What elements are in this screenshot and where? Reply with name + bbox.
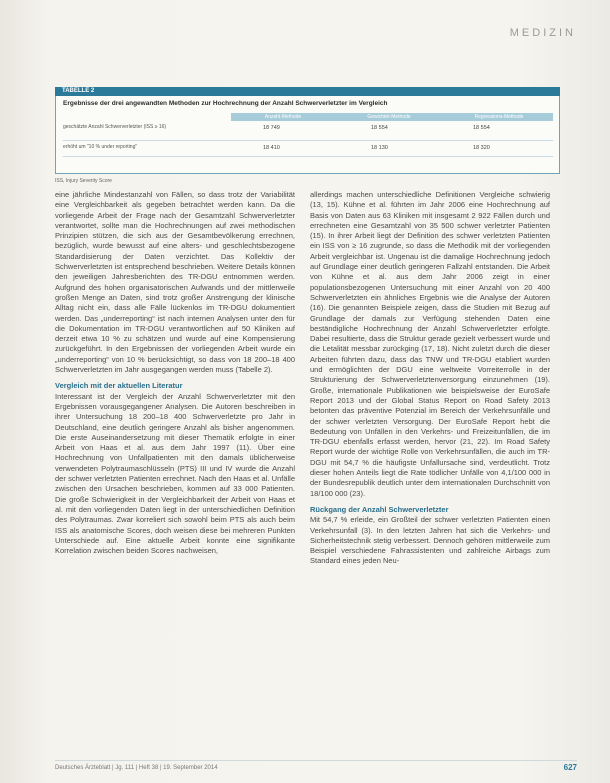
row-label: erhöht um "10 % under reporting": [63, 144, 138, 150]
table-tag-label: TABELLE 2: [62, 88, 95, 94]
table-header: [231, 113, 553, 121]
data-table: [55, 87, 560, 174]
table-cell: 18 410: [263, 145, 280, 151]
body-paragraph: eine jährliche Mindestanzahl von Fällen, so dass trotz der Variabilität eine Vergleichbarkeit als gegeben betrachtet werden kann. Da die vorliegende Arbeit der Frage nach der Gesamtzahl Schwerverletzter verantwortet, sollte man die Hochrechnungen auf zwei methodischen Prinzipien stützen, die sich aus der Gesamtbevölkerung errechnen, bezüglich, wurde bewusst auf eine alters- und geschlechtsbezogene Standardisierung der Daten verzichtet. Das Kollektiv der Schwerverletzten ist entsprechend beschrieben. Weitere Details können den jeweiligen Jahresberichten des TR-DGU entnommen werden. Aufgrund des hohen organisatorischen Aufwands und der mittlerweile großen Menge an Daten, sind trotz großer Anstrengung der klinische Alltag nicht ein, dass alle Fälle lückenlos im TR-DGU dokumentiert werden. Das „underreporting“ ist nach internen Analysen unter den für die Dokumentation im TR-DGU verantwortlichen auf 50 Kliniken auf derzeit etwa 10 % zu schätzen und wurde auf eine Kompensierung zurückgeführt. In den Ergebnissen der vorliegenden Arbeit wurde ein „underreporting“ von 10 % berücksichtigt, so dass von 18 200–18 400 Schwerverletzten im Jahr ausgegangen werden muss (Tabelle 2).: [55, 190, 295, 375]
column-header: Regressions-Methode: [474, 114, 524, 120]
section-heading: Rückgang der Anzahl Schwerverletzter: [310, 504, 449, 514]
right-column: [310, 190, 550, 567]
table-row: [63, 122, 553, 141]
table-cell: 18 749: [263, 125, 280, 131]
table-row: [63, 142, 553, 157]
column-header: Gewichtet-Methode: [367, 114, 411, 120]
column-header: Anzahl-Methode: [264, 114, 302, 120]
table-cell: 18 554: [371, 125, 388, 131]
body-paragraph: Mit 54,7 % erleide, ein Großteil der schwer verletzten Patienten einen Verkehrsunfall (3). In den letzten Jahren hat sich die Verkehrs- und Sicherheitstechnik stetig verbessert. Dennoch gehören mittlerweile zum Beispiel verschiedene Fahrassistenten und zahlreiche Airbags zum Standard eines jeden Neu-: [310, 515, 550, 566]
table-cell: 18 554: [473, 125, 490, 131]
page-number: 627: [563, 763, 577, 772]
section-heading: Vergleich mit der aktuellen Literatur: [55, 381, 183, 391]
left-column: [55, 190, 295, 556]
table-tag: [55, 87, 560, 96]
body-paragraph: allerdings machen unterschiedliche Definitionen Vergleiche schwierig (13, 15). Kühne et al. führten im Jahr 2006 eine Hochrechnung auf Basis von Daten aus 63 Kliniken mit insgesamt 2 922 Fällen durch und errechneten eine Gesamtzahl von 35 500 schwer verletzter Patienten (15). In ihrer Arbeit liegt der Definition des schwer verletzten Patienten ein ISS von ≥ 16 zugrunde, so dass die Methodik mit der vorliegenden Arbeit vergleichbar ist. Ungenau ist die damalige Hochrechnung jedoch auf Grundlage einer deutlich geringeren Fallzahl entstanden. Die Arbeit von Kühne et al. aus dem Jahr 2006 zeigt in einer populationsbezogenen Untersuchung mit einer Anzahl von 20 400 Schwerverletzten ein ähnliches Ergebnis wie die Analyse der Autoren (16). Die genannten Beispiele zeigen, dass die Studien mit Bezug auf Grundlage der damals zur Verfügung stehenden Daten eine beständigliche Hochrechnung der Anzahl Schwerverletzter erfolgte. Dabei resultierte, dass die Struktur gerade gezielt verbessert wurde und die Letalität messbar zurückging (17, 18). Nicht zuletzt durch die dieser Arbeiten führten dazu, dass das TNW und TR-DGU etabliert wurden und ermöglichten der DGU eine weltweite Vorreiterrolle in der Strukturierung der Schwerverletztenversorgung einzunehmen (19). Große, internationale Publikationen wie beispielsweise der EuroSafe Report 2013 und der Global Status Report on Road Safety 2013 betonten das präventive Potenzial im Bereich der Verkehrsunfälle und der schwer verletzten Versorgung. Der EuroSafe Report hebt die Bedeutung von Unfällen in den Verkehrs- und Freizeitunfällen, die im TR-DGU ebenfalls erfasst werden, hervor (21, 22). Im Road Safety Report wurde der wichtige Rolle von Verkehrsunfällen, die auch im TR-DGU mit 54,7 % die häufigste Unfallursache sind, verdeutlicht. Trotz dieser hohen Anteils liegt die Rate tödlicher Unfälle von 4,1/100 000 in der Bundesrepublik deutlich unter dem internationalen Durchschnitt von 18/100 000 (23).: [310, 190, 550, 498]
journal-citation: Deutsches Ärzteblatt | Jg. 111 | Heft 38 | 19. September 2014: [55, 765, 218, 771]
footer-divider: [55, 760, 577, 761]
table-cell: 18 320: [473, 145, 490, 151]
table-title: Ergebnisse der drei angewandten Methoden zur Hochrechnung der Anzahl Schwerverletzter im Vergleich: [63, 100, 388, 107]
table-footnote: ISS, Injury Severity Score: [55, 178, 112, 184]
row-label: geschätzte Anzahl Schwerverletzter (ISS ≥ 16): [63, 124, 167, 130]
table-cell: 18 130: [371, 145, 388, 151]
section-label: MEDIZIN: [509, 27, 576, 39]
body-paragraph: Interessant ist der Vergleich der Anzahl Schwerverletzter mit den Ergebnissen vorausgegangener Analysen. Die Autoren beschreiben in ihrer Untersuchung 18 200–18 400 Schwerverletzte pro Jahr in Deutschland, eine deutlich geringere Anzahl als bisher angenommen. Die erste Auseinandersetzung mit dieser Thematik erfolgte in einer Arbeit von Haas et al. aus dem Jahr 1997 (11). Über eine Hochrechnung von Unfallpatienten mit den damals üblicherweise verwendeten Polytraumaschlüsseln (PTS) III und IV wurde die Anzahl der schwer verletzten Patienten errechnet. Nach den Haas et al. Unfälle zwischen den Ursachen beschrieben, kommen auf 33 000 Patienten. Die große Schwierigkeit in der Vergleichbarkeit der Arbeit von Haas et al. mit den vorliegenden Daten liegt in der unterschiedlichen Definition des Polytraumas. Zwar korreliert sich sowohl beim PTS als auch beim ISS als anatomische Scores, doch weisen diese bei mehreren Punkten Unterschiede auf. Eine aktuelle Arbeit konnte eine signifikante Korrelation zwischen beiden Scores nachweisen,: [55, 391, 295, 556]
